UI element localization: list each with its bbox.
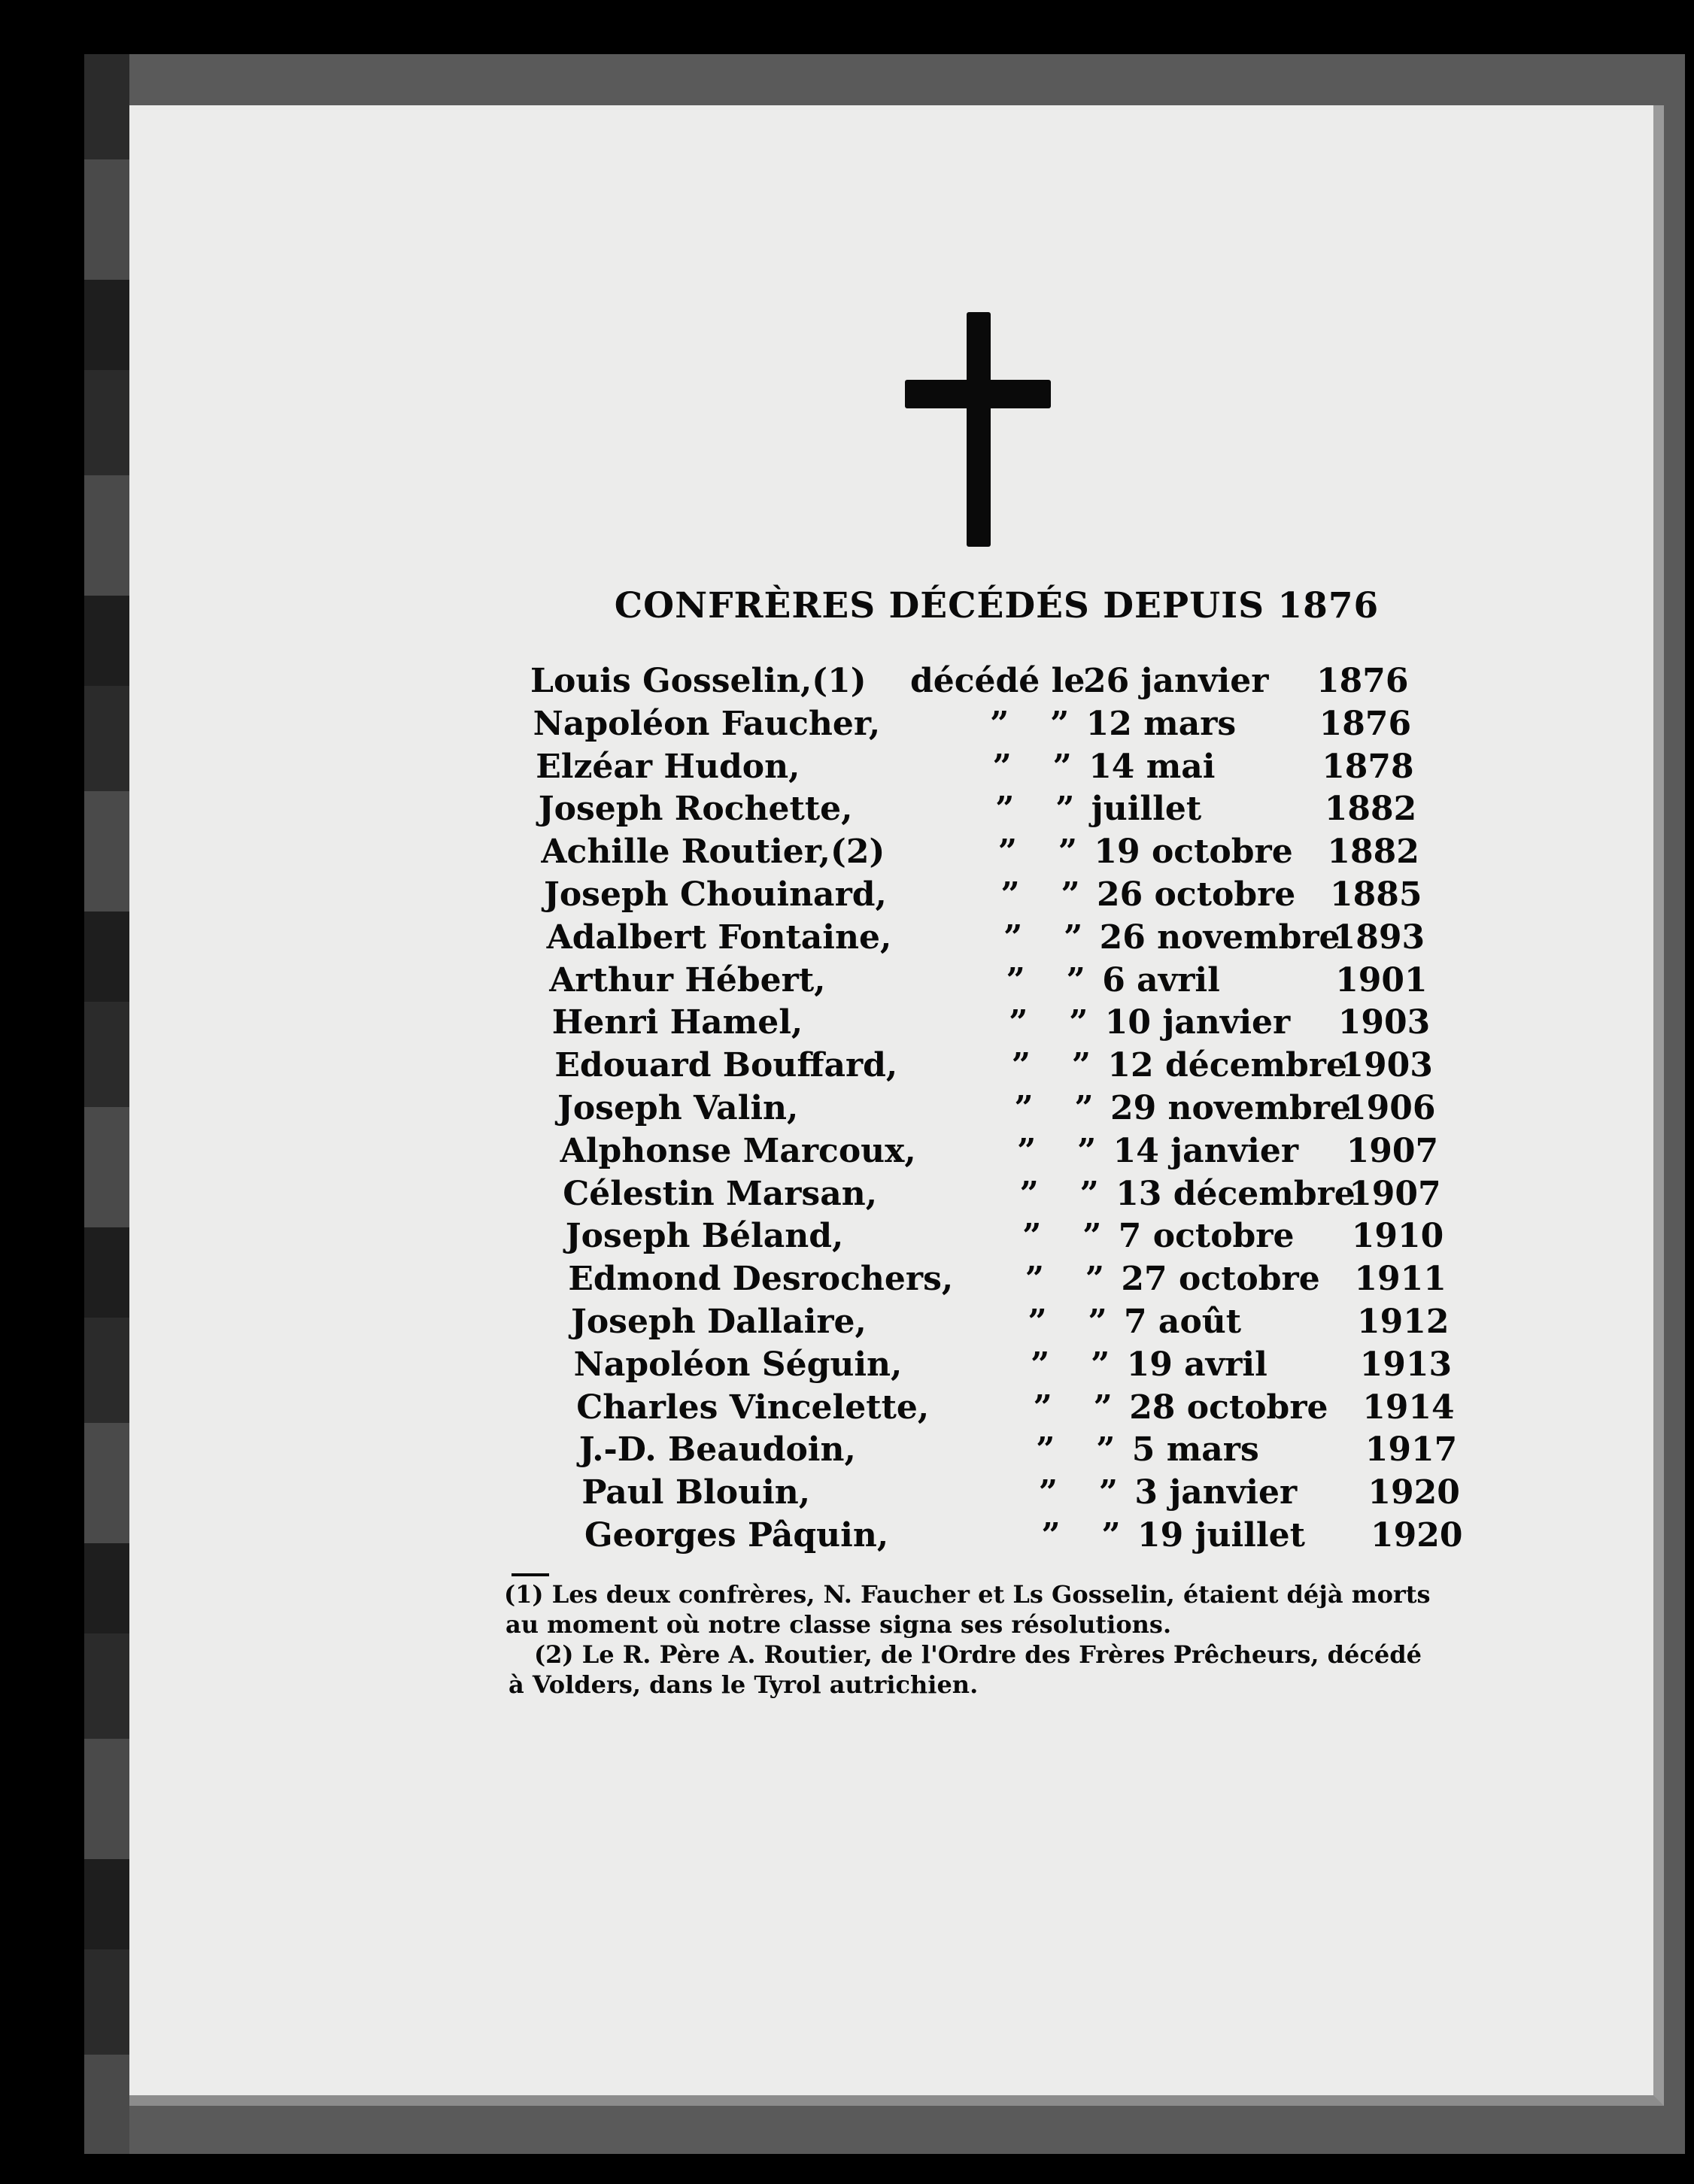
entry-year: 1917 bbox=[1365, 1430, 1458, 1470]
entry-name: Adalbert Fontaine, bbox=[546, 918, 892, 957]
entry-name: Elzéar Hudon, bbox=[536, 747, 800, 786]
entry-year: 1913 bbox=[1359, 1345, 1453, 1384]
list-item bbox=[560, 1132, 1448, 1174]
entry-name: Célestin Marsan, bbox=[563, 1174, 878, 1213]
entry-date: 29 novembre bbox=[1110, 1089, 1351, 1127]
ditto-mark: ” bbox=[995, 790, 1015, 829]
entry-date: 14 mai bbox=[1088, 747, 1216, 786]
list-item bbox=[576, 1388, 1464, 1430]
footnote-2-line-1: (2) Le R. Père A. Routier, de l'Ordre des Frères Prêcheurs, décédé bbox=[534, 1640, 1422, 1669]
ditto-mark: ” bbox=[1006, 960, 1025, 999]
entry-year: 1920 bbox=[1371, 1516, 1463, 1555]
entry-date: 7 octobre bbox=[1118, 1217, 1295, 1256]
entry-date: 13 décembre bbox=[1116, 1174, 1356, 1213]
entry-year: 1876 bbox=[1319, 704, 1412, 743]
ditto-mark: ” bbox=[1011, 1046, 1031, 1085]
footnote-1-line-1: (1) Les deux confrères, N. Faucher et Ls Gosselin, étaient déjà morts bbox=[504, 1580, 1431, 1609]
entry-date: 28 octobre bbox=[1129, 1388, 1328, 1427]
entry-year: 1885 bbox=[1330, 875, 1422, 914]
list-item bbox=[554, 1046, 1442, 1088]
ditto-mark: ” bbox=[1071, 1046, 1091, 1085]
list-item bbox=[552, 1003, 1440, 1045]
entry-name: Joseph Chouinard, bbox=[544, 875, 887, 914]
entry-year: 1901 bbox=[1335, 960, 1428, 999]
list-item bbox=[533, 705, 1421, 747]
ditto-mark: ” bbox=[1041, 1516, 1061, 1555]
entry-name: Arthur Hébert, bbox=[549, 960, 826, 999]
ditto-mark: ” bbox=[1082, 1217, 1102, 1256]
ditto-mark: ” bbox=[997, 833, 1018, 872]
entry-year: 1903 bbox=[1337, 1003, 1431, 1042]
ditto-mark: ” bbox=[1088, 1303, 1107, 1341]
entry-name: Alphonse Marcoux, bbox=[560, 1131, 916, 1170]
entry-name: Joseph Rochette, bbox=[538, 790, 853, 829]
ditto-mark: ” bbox=[1063, 918, 1083, 957]
entry-date: 19 juillet bbox=[1137, 1516, 1305, 1555]
entry-date: 14 janvier bbox=[1113, 1131, 1299, 1170]
entry-year: 1907 bbox=[1346, 1131, 1439, 1170]
entry-year: 1878 bbox=[1322, 747, 1414, 786]
entry-name: Georges Pâquin, bbox=[584, 1516, 889, 1555]
entry-date: 7 août bbox=[1124, 1303, 1242, 1341]
ditto-mark: ” bbox=[1028, 1303, 1047, 1341]
ditto-mark: ” bbox=[1022, 1217, 1042, 1256]
entry-year: 1912 bbox=[1357, 1303, 1450, 1341]
entry-year: 1906 bbox=[1343, 1089, 1436, 1127]
entry-name: Napoléon Séguin, bbox=[573, 1345, 903, 1384]
ditto-mark: ” bbox=[1025, 1260, 1045, 1299]
cross-icon bbox=[967, 312, 991, 547]
entry-name: Henri Hamel, bbox=[551, 1003, 803, 1042]
cross-icon-arm bbox=[905, 380, 1051, 408]
ditto-mark: ” bbox=[1066, 960, 1085, 999]
ditto-mark: ” bbox=[1000, 875, 1020, 914]
list-item bbox=[571, 1303, 1459, 1345]
entry-date: 26 janvier bbox=[1083, 662, 1269, 700]
entry-date: 10 janvier bbox=[1104, 1003, 1291, 1042]
ditto-mark: ” bbox=[989, 704, 1009, 743]
entry-year: 1911 bbox=[1354, 1260, 1447, 1299]
entry-year: 1893 bbox=[1332, 918, 1425, 957]
ditto-mark: ” bbox=[1098, 1473, 1119, 1512]
ditto-mark: ” bbox=[1085, 1260, 1105, 1299]
entry-date: juillet bbox=[1091, 790, 1202, 829]
entry-name: Napoléon Faucher, bbox=[533, 704, 881, 743]
ditto-mark: ” bbox=[1019, 1174, 1039, 1213]
entry-name: Joseph Béland, bbox=[565, 1217, 844, 1256]
entry-date: 12 mars bbox=[1085, 704, 1237, 743]
ditto-mark: ” bbox=[1016, 1131, 1037, 1170]
list-item bbox=[547, 918, 1434, 960]
list-item bbox=[539, 790, 1426, 832]
ditto-mark: ” bbox=[1074, 1089, 1094, 1127]
ditto-mark: ” bbox=[1003, 918, 1023, 957]
entry-name: J.-D. Beaudoin, bbox=[578, 1430, 856, 1470]
ditto-mark: ” bbox=[1069, 1003, 1088, 1042]
entry-name: Edouard Bouffard, bbox=[554, 1046, 898, 1085]
entry-date: 26 octobre bbox=[1097, 875, 1296, 914]
entry-year: 1910 bbox=[1351, 1217, 1444, 1256]
entry-year: 1914 bbox=[1362, 1388, 1455, 1427]
entry-name: Louis Gosselin,(1) bbox=[530, 662, 867, 700]
entry-date: 5 mars bbox=[1131, 1430, 1259, 1470]
list-item bbox=[544, 875, 1431, 918]
ditto-mark: ” bbox=[1049, 704, 1070, 743]
footnote-rule bbox=[512, 1573, 549, 1576]
entry-date: 26 novembre bbox=[1099, 918, 1340, 957]
entry-name: Paul Blouin, bbox=[581, 1473, 811, 1512]
entry-year: 1882 bbox=[1324, 790, 1417, 829]
ditto-mark: ” bbox=[1014, 1089, 1034, 1127]
ditto-mark: ” bbox=[1079, 1174, 1099, 1213]
entry-date: 3 janvier bbox=[1134, 1473, 1298, 1512]
ditto-mark: ” bbox=[1055, 790, 1075, 829]
entry-name: Achille Routier,(2) bbox=[541, 833, 885, 872]
ditto-mark: ” bbox=[1033, 1388, 1052, 1427]
entry-date: 19 octobre bbox=[1094, 833, 1293, 872]
entry-name: Joseph Valin, bbox=[557, 1089, 799, 1127]
ditto-mark: ” bbox=[1030, 1345, 1050, 1384]
entry-name: Joseph Dallaire, bbox=[571, 1303, 867, 1341]
list-item bbox=[581, 1473, 1469, 1515]
entry-date: 12 décembre bbox=[1107, 1046, 1347, 1085]
ditto-mark: ” bbox=[1036, 1430, 1055, 1470]
ditto-mark: ” bbox=[1009, 1003, 1028, 1042]
footnote-1-line-2: au moment où notre classe signa ses résolutions. bbox=[505, 1610, 1172, 1639]
entry-deceased-label: décédé le bbox=[910, 662, 1085, 700]
page-title: CONFRÈRES DÉCÉDÉS DEPUIS 1876 bbox=[614, 585, 1380, 626]
footnote-2-line-2: à Volders, dans le Tyrol autrichien. bbox=[509, 1670, 979, 1699]
ditto-mark: ” bbox=[1101, 1516, 1121, 1555]
entry-year: 1907 bbox=[1349, 1174, 1441, 1213]
entry-year: 1903 bbox=[1340, 1046, 1433, 1085]
entry-date: 6 avril bbox=[1102, 960, 1220, 999]
ditto-mark: ” bbox=[1090, 1345, 1110, 1384]
ditto-mark: ” bbox=[1052, 747, 1072, 786]
list-item bbox=[568, 1260, 1456, 1302]
entry-name: Charles Vincelette, bbox=[576, 1388, 930, 1427]
ditto-mark: ” bbox=[1038, 1473, 1058, 1512]
list-item bbox=[536, 748, 1423, 790]
list-item bbox=[549, 961, 1437, 1003]
ditto-mark: ” bbox=[1093, 1388, 1113, 1427]
ditto-mark: ” bbox=[1058, 833, 1078, 872]
entry-year: 1882 bbox=[1327, 833, 1419, 872]
book-binding-edge bbox=[84, 54, 129, 2154]
list-item bbox=[557, 1089, 1445, 1131]
list-item bbox=[584, 1516, 1472, 1558]
ditto-mark: ” bbox=[1061, 875, 1080, 914]
ditto-mark: ” bbox=[1076, 1131, 1097, 1170]
ditto-mark: ” bbox=[992, 747, 1012, 786]
entry-date: 19 avril bbox=[1126, 1345, 1267, 1384]
list-item bbox=[566, 1217, 1453, 1259]
entry-date: 27 octobre bbox=[1121, 1260, 1320, 1299]
entry-name: Edmond Desrochers, bbox=[568, 1260, 954, 1299]
entry-year: 1920 bbox=[1368, 1473, 1460, 1512]
ditto-mark: ” bbox=[1096, 1430, 1116, 1470]
list-item bbox=[574, 1345, 1462, 1388]
list-item bbox=[563, 1175, 1450, 1217]
entry-year: 1876 bbox=[1316, 662, 1409, 700]
list-item bbox=[541, 833, 1428, 875]
list-item bbox=[579, 1430, 1467, 1473]
list-item bbox=[530, 662, 1418, 704]
